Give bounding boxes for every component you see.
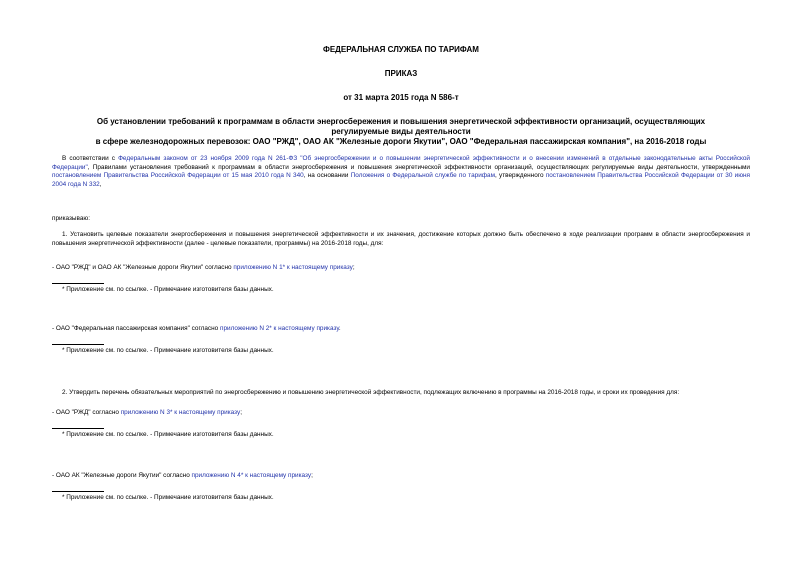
footnote: * Приложение см. по ссылке. - Примечание изготовителя базы данных.	[62, 494, 274, 501]
footnote-separator	[52, 344, 104, 345]
document-title	[52, 117, 750, 147]
footnote: * Приложение см. по ссылке. - Примечание изготовителя базы данных.	[62, 431, 274, 438]
appendix-2-link[interactable]: приложению N 2* к настоящему приказу	[219, 325, 339, 332]
order-point-1: 1. Установить целевые показатели энергосбережения и повышения энергетической эффективности и их значения, достижение которых должно быть обеспечено в ходе реализации программ в области энергосбережения и повышения энергетической эффективности (далее - целевые показатели, программы) на 2016-2018 годы, для:	[52, 231, 750, 247]
footnote-separator	[52, 491, 104, 492]
appendix-1-link[interactable]: приложению N 1* к настоящему приказу	[233, 264, 353, 271]
footnote-separator	[52, 283, 104, 284]
list-item-text: - ОАО АК "Железные дороги Якутии" согласно	[52, 472, 192, 479]
list-item-end: ;	[352, 264, 355, 271]
list-item	[52, 409, 750, 418]
title-line-3: в сфере железнодорожных перевозок: ОАО "РЖД", ОАО АК "Железные дороги Якутии", ОАО "Федеральная пассажирская компания", на 2016-2018 годы	[95, 137, 707, 146]
federal-law-link[interactable]: Федеральным законом от 23 ноября 2009 года N 261-ФЗ "Об энергосбережении и о повышении энергетической эффективности и о внесении изменений в отдельные законодательные акты Российской Федерации"	[52, 155, 751, 171]
order-point-2: 2. Утвердить перечень обязательных мероприятий по энергосбережению и повышению энергетической эффективности, подлежащих включению в программы на 2016-2018 годы, и сроки их проведения для:	[62, 389, 680, 396]
footnote: * Приложение см. по ссылке. - Примечание изготовителя базы данных.	[62, 286, 274, 293]
list-item-end: ;	[311, 472, 313, 479]
title-line-1: Об установлении требований к программам в области энергосбережения и повышения энергетической эффективности организаций, осуществляющих	[96, 117, 706, 126]
preamble-text-2: , Правилами установления требований к программам в области энергосбережения и повышения энергетической эффективности организаций, осуществляющих регулируемые виды деятельности, утвержденными	[87, 163, 750, 171]
order-keyword: приказываю:	[52, 215, 90, 222]
document-type: ПРИКАЗ	[384, 69, 418, 78]
list-item-text: - ОАО "РЖД" и ОАО АК "Железные дороги Якутии" согласно	[52, 264, 234, 271]
government-decree-332-link[interactable]: постановлением Правительства Российской Федерации от 30 июня 2004 года N 332	[52, 172, 750, 188]
title-line-2: регулируемые виды деятельности	[331, 127, 471, 136]
preamble-paragraph	[52, 155, 750, 189]
preamble-text-5: ,	[99, 180, 102, 188]
preamble-text-1: В соответствии с	[62, 155, 119, 162]
list-item	[52, 264, 750, 273]
list-item-end: ;	[240, 409, 242, 416]
appendix-4-link[interactable]: приложению N 4* к настоящему приказу	[191, 472, 312, 479]
government-decree-340-link[interactable]: постановлением Правительства Российской Федерации от 15 мая 2010 года N 340	[52, 172, 304, 180]
list-item-end: .	[338, 325, 341, 332]
footnote: * Приложение см. по ссылке. - Примечание изготовителя базы данных.	[62, 347, 274, 354]
list-item	[52, 472, 750, 481]
appendix-3-link[interactable]: приложению N 3* к настоящему приказу	[120, 409, 241, 416]
agency-name: ФЕДЕРАЛЬНАЯ СЛУЖБА ПО ТАРИФАМ	[323, 45, 479, 54]
preamble-text-4: , утвержденного	[495, 172, 546, 180]
footnote-separator	[52, 428, 104, 429]
list-item-text: - ОАО "Федеральная пассажирская компания" согласно	[52, 325, 220, 332]
list-item-text: - ОАО "РЖД" согласно	[52, 409, 121, 416]
preamble-text-3: , на основании	[303, 172, 351, 180]
fst-regulation-link[interactable]: Положения о Федеральной службе по тарифам	[350, 172, 495, 180]
list-item	[52, 325, 750, 334]
document-date-number: от 31 марта 2015 года N 586-т	[343, 93, 459, 102]
